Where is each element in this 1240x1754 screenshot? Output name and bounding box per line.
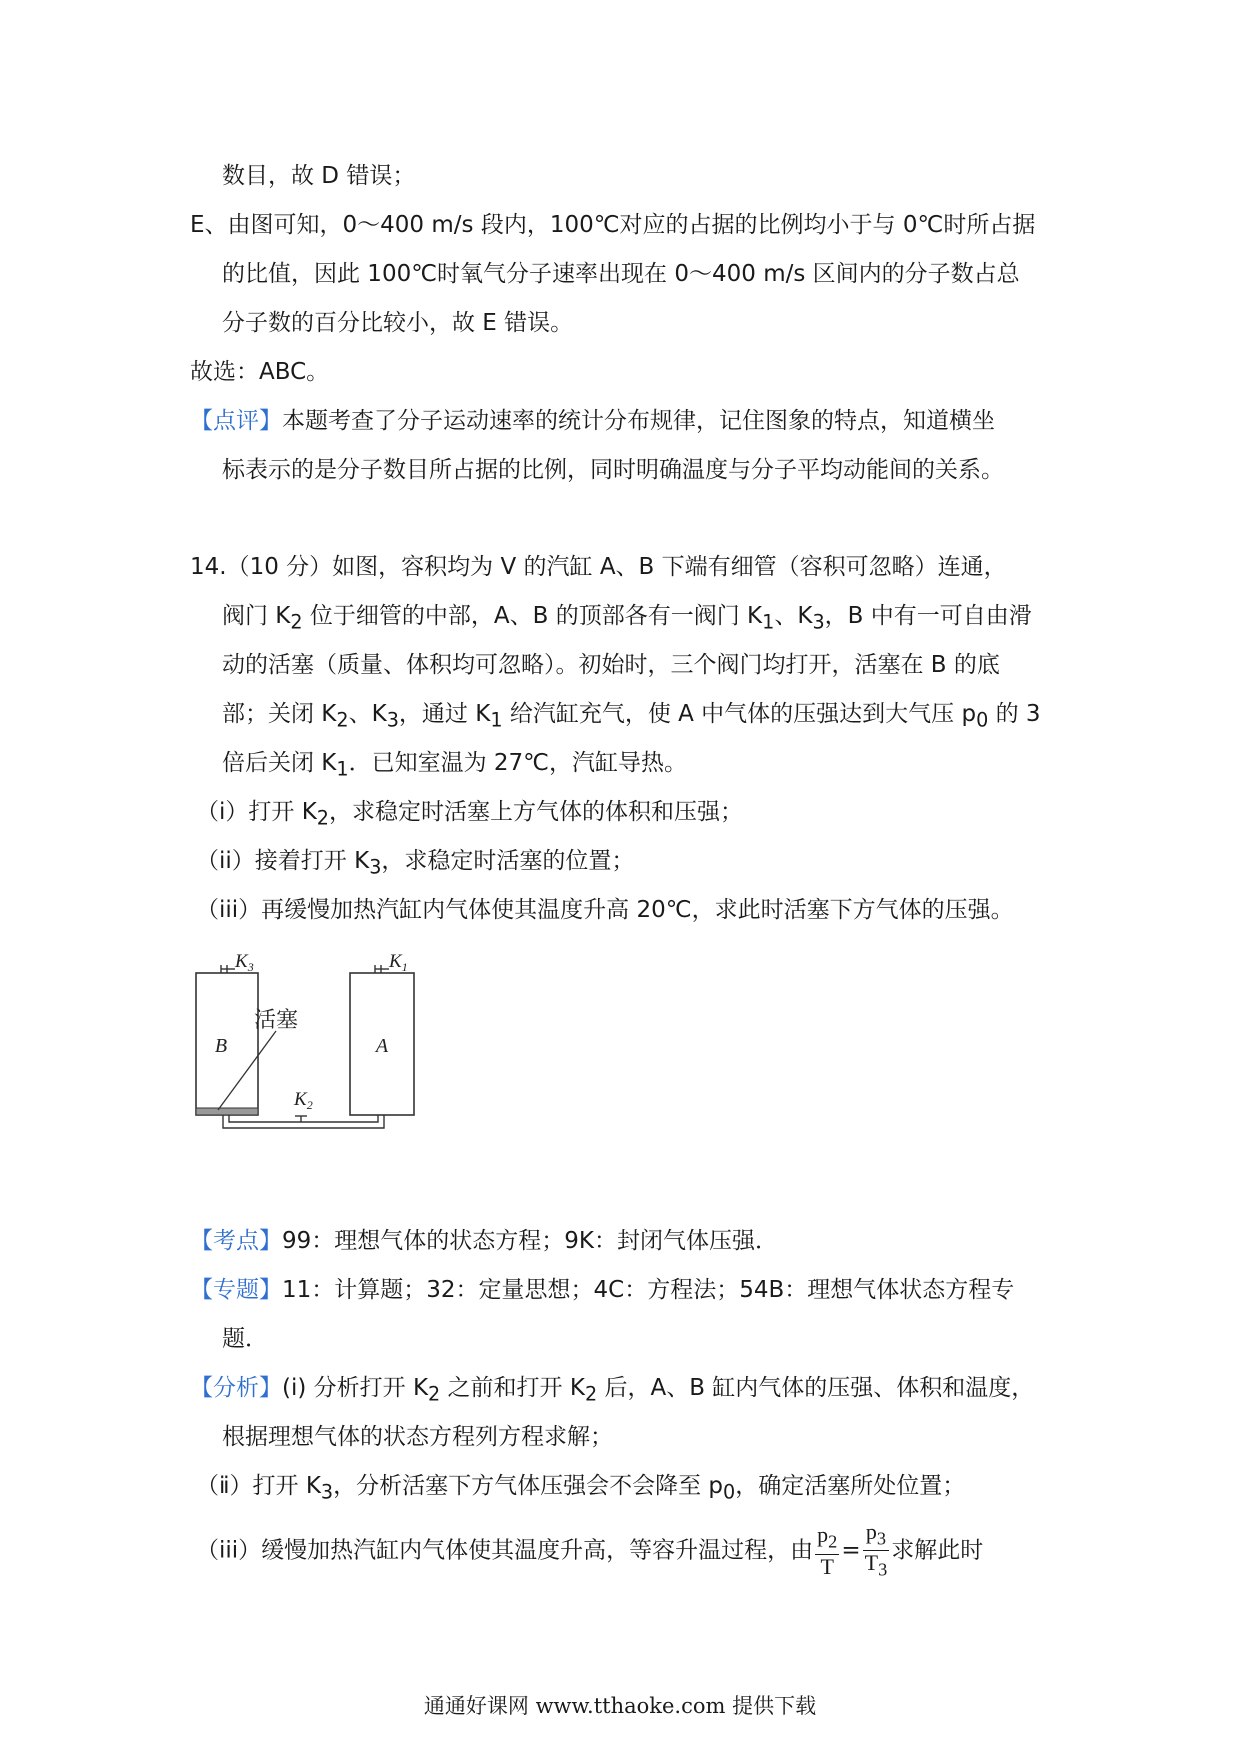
review-tag: 【点评】	[190, 408, 282, 434]
text-line: E、由图可知，0～400 m/s 段内，100℃对应的占据的比例均小于与 0℃时所占据	[190, 212, 1036, 238]
text-line: 部；关闭 $K_2$、$K_3$，通过 $K_1$ 给汽缸充气，使 A 中气体的压强达到大气压 $p_0$ 的 3	[222, 701, 1041, 732]
text-line: 倍后关闭 $K_1$．已知室温为 27℃，汽缸导热。	[222, 750, 688, 781]
text-line: 分子数的百分比较小，故 E 错误。	[222, 310, 574, 336]
k3-label: $K_3$	[235, 951, 254, 974]
review-text: 本题考查了分子运动速率的统计分布规律，记住图象的特点，知道横坐	[282, 408, 995, 434]
text-line: 数目，故 D 错误；	[222, 163, 416, 189]
text-line: 故选：ABC。	[190, 359, 330, 385]
kaodian-tag: 【考点】	[190, 1228, 282, 1254]
text-line: （iii）再缓慢加热汽缸内气体使其温度升高 20℃，求此时活塞下方气体的压强。	[196, 897, 1014, 923]
k2-label: $K_2$	[294, 1089, 313, 1112]
text-line: （ⅱ）打开 $K_3$，分析活塞下方气体压强会不会降至 $p_0$，确定活塞所处位置；	[196, 1473, 966, 1504]
text-line: 【考点】99：理想气体的状态方程；9K：封闭气体压强．	[190, 1228, 778, 1254]
text-line: 题．	[222, 1326, 268, 1352]
label-a: A	[375, 1035, 389, 1057]
fraction-p2-t: $\frac{p_2}{T}$	[817, 1522, 838, 1579]
fraction-p3-t3: $\frac{p_3}{T_3}$	[864, 1519, 888, 1580]
text-line: （ii）接着打开 $K_3$，求稳定时活塞的位置；	[196, 848, 635, 879]
text-line: 【分析】(i) 分析打开 $K_2$ 之前和打开 $K_2$ 后，A、B 缸内气体的压强、体积和温度，	[190, 1375, 1035, 1406]
text-line: 的比值，因此 100℃时氧气分子速率出现在 0～400 m/s 区间内的分子数占总	[222, 261, 1020, 287]
piston-label: 活塞	[254, 1007, 299, 1032]
k1-label: $K_1$	[389, 951, 408, 974]
text-line	[190, 406, 995, 436]
text-line: 【专题】11：计算题；32：定量思想；4C：方程法；54B：理想气体状态方程专	[190, 1277, 1015, 1303]
text-line: 阀门 $K_2$ 位于细管的中部，A、B 的顶部各有一阀门 $K_1$、$K_3$，B 中有一可自由滑	[222, 603, 1032, 634]
cylinder-diagram	[190, 945, 450, 1145]
question-title: 14.（10 分）如图，容积均为 V 的汽缸 A、B 下端有细管（容积可忽略）连通，	[190, 554, 1007, 580]
text-line: 根据理想气体的状态方程列方程求解；	[222, 1424, 613, 1450]
footer: 通通好课网 www.tthaoke.com 提供下载	[423, 1694, 817, 1718]
piston	[196, 1108, 258, 1115]
label-b: B	[214, 1035, 228, 1057]
text-line: （i）打开 $K_2$，求稳定时活塞上方气体的体积和压强；	[196, 799, 743, 830]
fenxi-tag: 【分析】	[190, 1375, 282, 1401]
text-line: （iii）缓慢加热汽缸内气体使其温度升高，等容升温过程，由 $\frac{p_2}{T}$ = $\frac{p_3}{T_3}$ 求解此时	[196, 1519, 984, 1580]
text-line: 动的活塞（质量、体积均可忽略）。初始时，三个阀门均打开，活塞在 B 的底	[222, 652, 1000, 678]
zhuanti-tag: 【专题】	[190, 1277, 282, 1303]
text-line: 标表示的是分子数目所占据的比例，同时明确温度与分子平均动能间的关系。	[222, 457, 1004, 483]
